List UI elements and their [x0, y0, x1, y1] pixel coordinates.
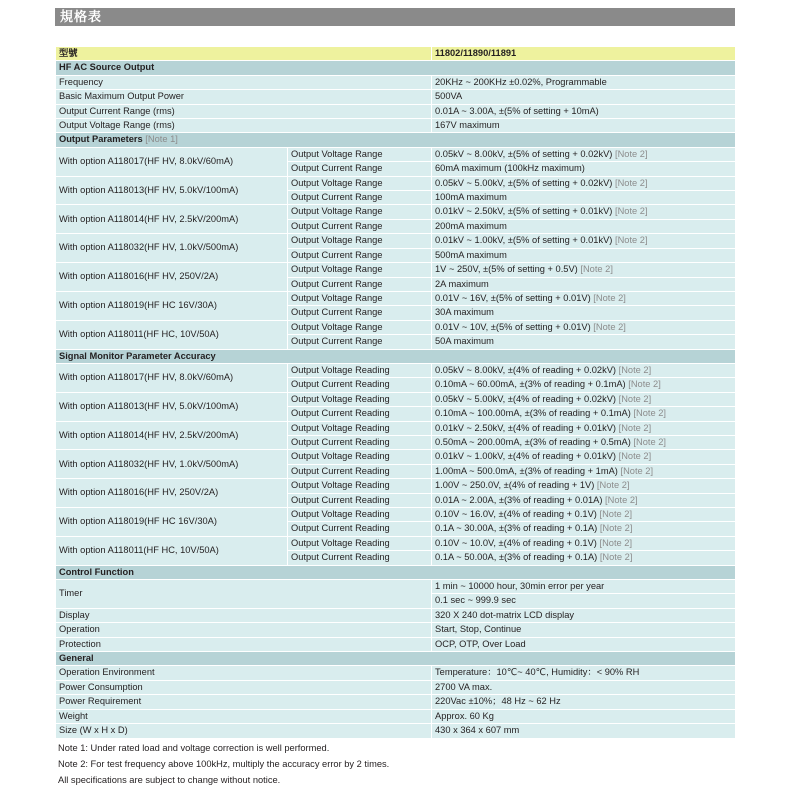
spec-value: 0.01V ~ 16V, ±(5% of setting + 0.01V) [435, 292, 591, 303]
spec-row [56, 176, 736, 190]
spec-row [56, 666, 736, 680]
note-reference: [Note 2] [618, 364, 652, 375]
spec-value: Temperature：10℃~ 40℃, Humidity：< 90% RH [432, 666, 736, 680]
option-label: With option A118013(HF HV, 5.0kV/100mA) [56, 392, 288, 421]
spec-row [56, 90, 736, 104]
spec-value: 0.05kV ~ 8.00kV, ±(5% of setting + 0.02kV) [435, 148, 613, 159]
note-reference: [Note 2] [618, 393, 652, 404]
param-label: Output Current Range [288, 219, 432, 233]
spec-row [56, 580, 736, 594]
param-label: Output Current Reading [288, 522, 432, 536]
param-value [432, 191, 736, 205]
param-label: Output Voltage Reading [288, 479, 432, 493]
spec-value: Output Parameters [59, 134, 143, 145]
param-label: Output Current Reading [288, 464, 432, 478]
spec-value: 0.05kV ~ 5.00kV, ±(5% of setting + 0.02kV) [435, 177, 613, 188]
spec-value: 167V maximum [432, 119, 736, 133]
spec-value: 0.1A ~ 30.00A, ±(3% of reading + 0.1A) [435, 523, 598, 534]
param-value [432, 205, 736, 219]
spec-value: 320 X 240 dot-matrix LCD display [432, 608, 736, 622]
option-label: With option A118019(HF HC 16V/30A) [56, 291, 288, 320]
spec-row [56, 147, 736, 161]
param-label: Output Current Range [288, 191, 432, 205]
param-value [432, 378, 736, 392]
option-label: With option A118011(HF HC, 10V/50A) [56, 320, 288, 349]
option-label: With option A118032(HF HV, 1.0kV/500mA) [56, 234, 288, 263]
spec-value: 200mA maximum [435, 220, 507, 231]
spec-value: 60mA maximum (100kHz maximum) [435, 163, 585, 174]
param-label: Output Voltage Reading [288, 450, 432, 464]
spec-value: 0.50mA ~ 200.00mA, ±(3% of reading + 0.5mA) [435, 436, 631, 447]
note-reference: [Note 2] [596, 480, 630, 491]
param-label: Output Current Reading [288, 435, 432, 449]
spec-table [55, 46, 736, 739]
param-value [432, 234, 736, 248]
spec-label: Power Requirement [56, 695, 432, 709]
spec-value: 30A maximum [435, 307, 494, 318]
note-reference: [Note 2] [605, 494, 638, 505]
spec-row [56, 421, 736, 435]
spec-row [56, 104, 736, 118]
spec-value: OCP, OTP, Over Load [432, 637, 736, 651]
model-label: 型號 [56, 47, 432, 61]
param-label: Output Voltage Reading [288, 392, 432, 406]
note-reference: [Note 2] [615, 177, 648, 188]
note-reference: [Note 2] [620, 465, 654, 476]
section-heading [56, 133, 736, 147]
param-value [432, 277, 736, 291]
spec-row [56, 234, 736, 248]
option-label: With option A118016(HF HV, 250V/2A) [56, 263, 288, 292]
spec-row [56, 320, 736, 334]
note-reference: [Note 2] [628, 379, 661, 390]
spec-label: Basic Maximum Output Power [56, 90, 432, 104]
param-value [432, 551, 736, 565]
param-value [432, 219, 736, 233]
spec-label: Power Consumption [56, 680, 432, 694]
param-label: Output Current Range [288, 162, 432, 176]
param-label: Output Voltage Reading [288, 536, 432, 550]
param-label: Output Voltage Range [288, 234, 432, 248]
param-value [432, 464, 736, 478]
spec-row [56, 536, 736, 550]
spec-row [56, 291, 736, 305]
option-label: With option A118013(HF HV, 5.0kV/100mA) [56, 176, 288, 205]
spec-value: 0.10V ~ 16.0V, ±(4% of reading + 0.1V) [435, 509, 597, 519]
footnote: Note 2: For test frequency above 100kHz, multiply the accuracy error by 2 times. [58, 759, 390, 769]
spec-value: 50A maximum [435, 336, 494, 347]
option-label: With option A118011(HF HC, 10V/50A) [56, 536, 288, 565]
option-label: With option A118017(HF HV, 8.0kV/60mA) [56, 147, 288, 176]
spec-value: 0.01V ~ 10V, ±(5% of setting + 0.01V) [435, 321, 591, 332]
param-label: Output Voltage Range [288, 291, 432, 305]
note-reference: [Note 2] [615, 206, 648, 217]
section-heading-row [56, 652, 736, 666]
param-label: Output Voltage Reading [288, 421, 432, 435]
section-heading: HF AC Source Output [56, 61, 736, 75]
model-header-row [56, 47, 736, 61]
spec-value: 0.1A ~ 50.00A, ±(3% of reading + 0.1A) [435, 552, 598, 563]
spec-value: 0.10V ~ 10.0V, ±(4% of reading + 0.1V) [435, 537, 597, 548]
param-value [432, 147, 736, 161]
spec-value: 0.10mA ~ 60.00mA, ±(3% of reading + 0.1mA) [435, 379, 626, 390]
section-heading: Control Function [56, 565, 736, 579]
param-value [432, 407, 736, 421]
section-heading: General [56, 652, 736, 666]
spec-row [56, 608, 736, 622]
option-label: With option A118032(HF HV, 1.0kV/500mA) [56, 450, 288, 479]
spec-value: 0.10mA ~ 100.00mA, ±(3% of reading + 0.1mA) [435, 408, 631, 419]
param-label: Output Current Reading [288, 378, 432, 392]
param-value [432, 248, 736, 262]
param-value [432, 291, 736, 305]
note-reference: [Note 2] [615, 235, 648, 246]
note-reference: [Note 2] [615, 148, 648, 159]
spec-value: 1 min ~ 10000 hour, 30min error per year [432, 580, 736, 594]
note-reference: [Note 2] [633, 436, 666, 447]
spec-row [56, 479, 736, 493]
spec-value: 0.01A ~ 3.00A, ±(5% of setting + 10mA) [432, 104, 736, 118]
section-heading: Signal Monitor Parameter Accuracy [56, 349, 736, 363]
param-label: Output Voltage Reading [288, 508, 432, 522]
note-reference: [Note 2] [599, 509, 633, 519]
note-reference: [Note 2] [580, 264, 613, 275]
spec-row [56, 709, 736, 723]
spec-value: 0.01A ~ 2.00A, ±(3% of reading + 0.01A) [435, 494, 603, 505]
param-value [432, 162, 736, 176]
spec-value: 0.1 sec ~ 999.9 sec [432, 594, 736, 608]
spec-label: Output Current Range (rms) [56, 104, 432, 118]
spec-row [56, 724, 736, 738]
spec-label: Operation Environment [56, 666, 432, 680]
option-label: With option A118017(HF HV, 8.0kV/60mA) [56, 363, 288, 392]
note-reference: [Note 2] [618, 451, 652, 462]
spec-value: 0.05kV ~ 8.00kV, ±(4% of reading + 0.02kV) [435, 364, 617, 375]
spec-value: 1.00mA ~ 500.0mA, ±(3% of reading + 1mA) [435, 465, 618, 476]
param-label: Output Current Range [288, 277, 432, 291]
spec-value: 0.01kV ~ 1.00kV, ±(5% of setting + 0.01kV) [435, 235, 613, 246]
param-value [432, 421, 736, 435]
note-reference: [Note 2] [599, 537, 633, 548]
option-label: With option A118019(HF HC 16V/30A) [56, 508, 288, 537]
spec-value: 0.01kV ~ 2.50kV, ±(5% of setting + 0.01kV) [435, 206, 613, 217]
param-label: Output Current Reading [288, 407, 432, 421]
param-value [432, 320, 736, 334]
note-reference: [Note 1] [145, 134, 178, 145]
spec-value: 100mA maximum [435, 192, 507, 203]
spec-row [56, 363, 736, 377]
param-label: Output Current Range [288, 335, 432, 349]
param-label: Output Current Reading [288, 493, 432, 507]
note-reference: [Note 2] [599, 552, 633, 563]
option-label: With option A118016(HF HV, 250V/2A) [56, 479, 288, 508]
section-heading-row [56, 61, 736, 75]
note-reference: [Note 2] [618, 422, 652, 433]
param-value [432, 392, 736, 406]
spec-value: 500VA [432, 90, 736, 104]
param-value [432, 522, 736, 536]
spec-row [56, 623, 736, 637]
param-value [432, 263, 736, 277]
spec-value: 2A maximum [435, 278, 489, 289]
note-reference: [Note 2] [593, 321, 626, 332]
note-reference: [Note 2] [599, 523, 633, 534]
param-value [432, 176, 736, 190]
spec-value: 220Vac ±10%；48 Hz ~ 62 Hz [432, 695, 736, 709]
section-heading-row [56, 349, 736, 363]
spec-value: 2700 VA max. [432, 680, 736, 694]
spec-value: 500mA maximum [435, 249, 507, 260]
param-label: Output Voltage Range [288, 205, 432, 219]
param-value [432, 493, 736, 507]
footnote: Note 1: Under rated load and voltage correction is well performed. [58, 743, 330, 753]
spec-row [56, 205, 736, 219]
param-value [432, 536, 736, 550]
spec-value: 1V ~ 250V, ±(5% of setting + 0.5V) [435, 264, 578, 275]
spec-label: Weight [56, 709, 432, 723]
spec-value: 0.05kV ~ 5.00kV, ±(4% of reading + 0.02kV) [435, 393, 617, 404]
spec-value: Start, Stop, Continue [432, 623, 736, 637]
note-reference: [Note 2] [593, 292, 626, 303]
footnote: All specifications are subject to change without notice. [58, 775, 281, 785]
spec-value: 430 x 364 x 607 mm [432, 724, 736, 738]
param-label: Output Voltage Range [288, 147, 432, 161]
spec-row [56, 119, 736, 133]
spec-label: Timer [56, 580, 432, 609]
param-label: Output Voltage Range [288, 320, 432, 334]
section-heading-row [56, 133, 736, 147]
footnotes [58, 740, 389, 788]
spec-label: Output Voltage Range (rms) [56, 119, 432, 133]
spec-label: Protection [56, 637, 432, 651]
param-value [432, 363, 736, 377]
spec-row [56, 450, 736, 464]
spec-value: 0.01kV ~ 2.50kV, ±(4% of reading + 0.01kV) [435, 422, 617, 433]
param-value [432, 479, 736, 493]
option-label: With option A118014(HF HV, 2.5kV/200mA) [56, 205, 288, 234]
spec-label: Frequency [56, 75, 432, 89]
spec-row [56, 695, 736, 709]
param-label: Output Voltage Range [288, 176, 432, 190]
option-label: With option A118014(HF HV, 2.5kV/200mA) [56, 421, 288, 450]
page-title: 規格表 [55, 8, 735, 26]
param-value [432, 450, 736, 464]
param-value [432, 435, 736, 449]
param-label: Output Voltage Range [288, 263, 432, 277]
param-value [432, 335, 736, 349]
spec-row [56, 680, 736, 694]
spec-value: 20KHz ~ 200KHz ±0.02%, Programmable [432, 75, 736, 89]
model-number: 11802/11890/11891 [432, 47, 736, 61]
param-value [432, 508, 736, 522]
section-heading-row [56, 565, 736, 579]
spec-value: 1.00V ~ 250.0V, ±(4% of reading + 1V) [435, 480, 595, 491]
spec-row [56, 263, 736, 277]
param-label: Output Current Reading [288, 551, 432, 565]
spec-label: Operation [56, 623, 432, 637]
spec-row [56, 75, 736, 89]
spec-row [56, 392, 736, 406]
param-label: Output Current Range [288, 306, 432, 320]
spec-label: Display [56, 608, 432, 622]
spec-value: Approx. 60 Kg [432, 709, 736, 723]
param-value [432, 306, 736, 320]
note-reference: [Note 2] [633, 408, 666, 419]
param-label: Output Voltage Reading [288, 363, 432, 377]
spec-label: Size (W x H x D) [56, 724, 432, 738]
spec-value: 0.01kV ~ 1.00kV, ±(4% of reading + 0.01kV) [435, 451, 617, 462]
spec-row [56, 637, 736, 651]
spec-row [56, 508, 736, 522]
param-label: Output Current Range [288, 248, 432, 262]
